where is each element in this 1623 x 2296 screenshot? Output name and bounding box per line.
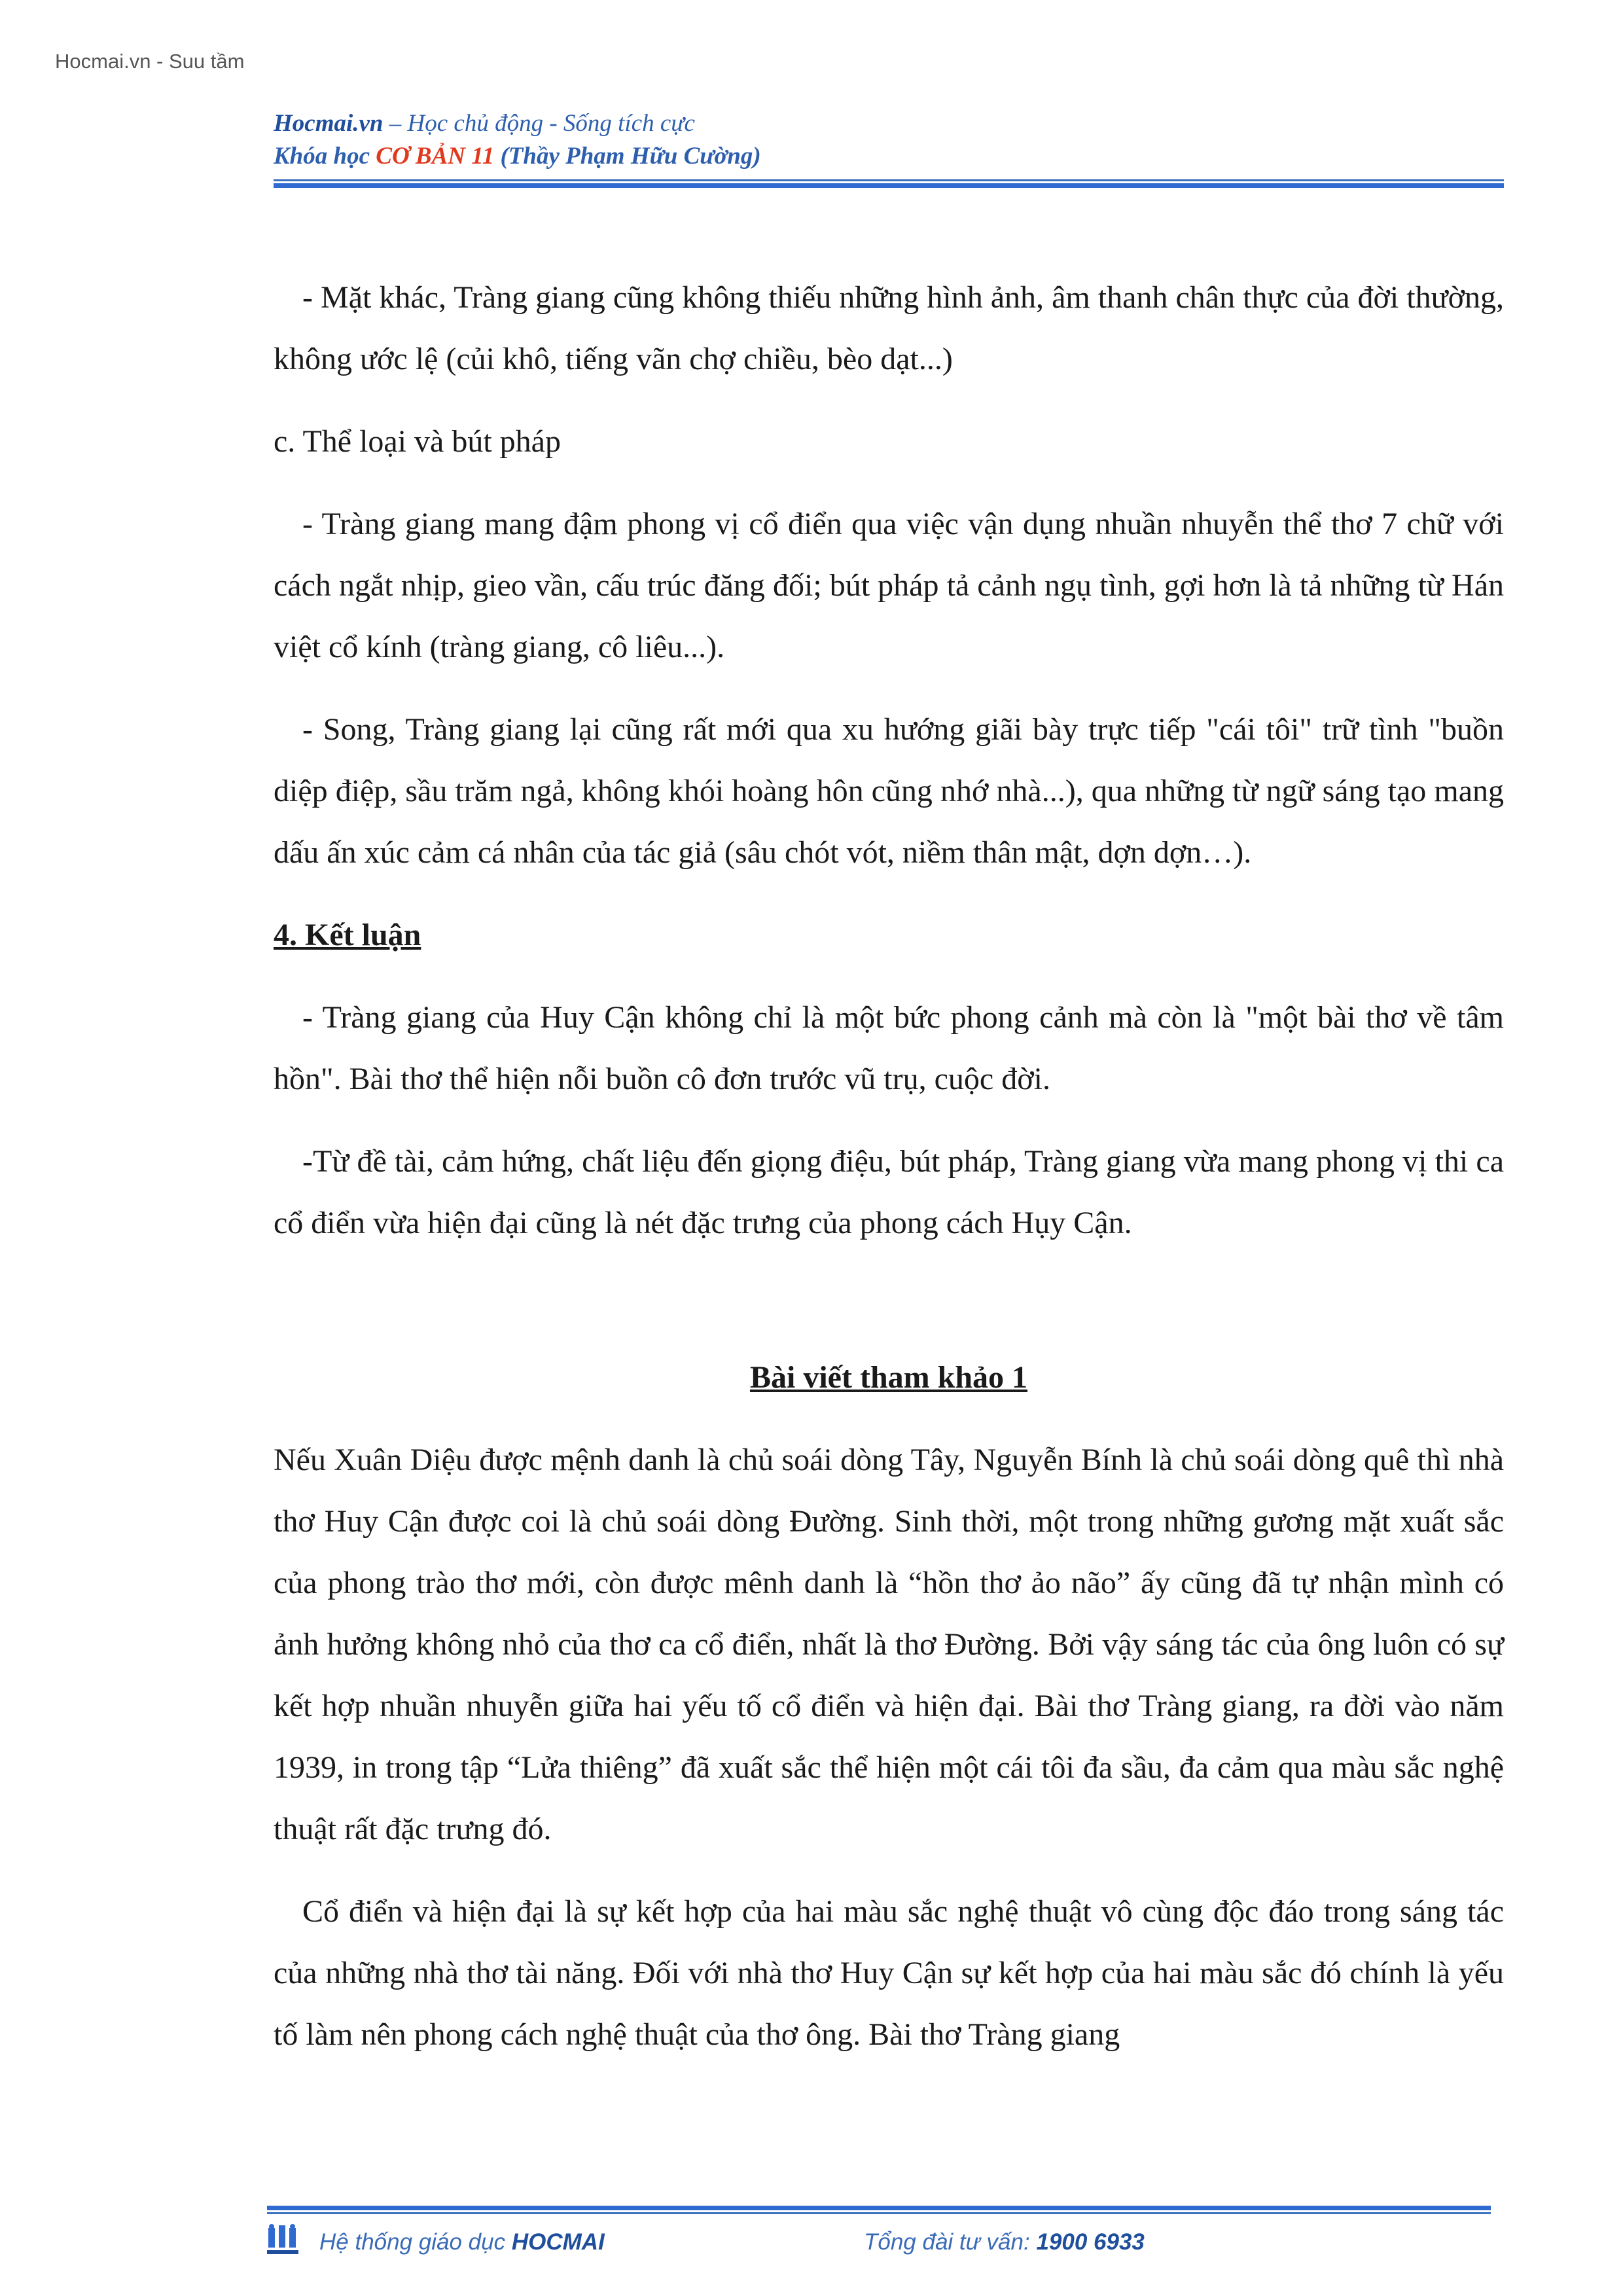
page-footer — [267, 2224, 1491, 2263]
hocmai-logo-icon — [267, 2224, 304, 2258]
paragraph: Cổ điển và hiện đại là sự kết hợp của hai màu sắc nghệ thuật vô cùng độc đáo trong sáng tác của những nhà thơ tài năng. Đối với nhà thơ Huy Cận sự kết hợp của hai màu sắc đó chính là yếu tố làm nên phong cách nghệ thuật của thơ ông. Bài thơ Tràng giang — [274, 1894, 1504, 2052]
subheading: c. Thể loại và bút pháp — [274, 424, 561, 459]
paragraph: - Song, Tràng giang lại cũng rất mới qua xu hướng giãi bày trực tiếp "cái tôi" trữ tình "buồn diệp điệp, sầu trăm ngả, không khói hoàng hôn cũng nhớ nhà...), qua những từ ngữ sáng tạo mang dấu ấn xúc cảm cá nhân của tác giả (sâu chót vót, niềm thân mật, dợn dợn…). — [274, 712, 1504, 870]
header-divider — [274, 179, 1504, 188]
paragraph: -Từ đề tài, cảm hứng, chất liệu đến giọng điệu, bút pháp, Tràng giang vừa mang phong vị thi ca cổ điển vừa hiện đại cũng là nét đặc trưng của phong cách Hụy Cận. — [274, 1144, 1504, 1240]
brand-name: Hocmai.vn — [274, 110, 383, 137]
paragraph: - Tràng giang của Huy Cận không chỉ là một bức phong cảnh mà còn là "một bài thơ về tâm hồn". Bài thơ thể hiện nỗi buồn cô đơn trước vũ trụ, cuộc đời. — [274, 1000, 1504, 1096]
paragraph: - Tràng giang mang đậm phong vị cổ điển qua việc vận dụng nhuần nhuyễn thể thơ 7 chữ với cách ngắt nhịp, gieo vần, cấu trúc đăng đối; bút pháp tả cảnh ngụ tình, gợi hơn là tả những từ Hán việt cổ kính (tràng giang, cô liêu...). — [274, 507, 1504, 664]
paragraph: - Mặt khác, Tràng giang cũng không thiếu những hình ảnh, âm thanh chân thực của đời thường, không ước lệ (củi khô, tiếng vãn chợ chiều, bèo dạt...) — [274, 280, 1504, 376]
reference-heading: Bài viết tham khảo 1 — [749, 1360, 1028, 1395]
header-line-2 — [274, 140, 1504, 173]
header-tagline: – Học chủ động - Sống tích cực — [383, 110, 695, 137]
watermark-text: Hocmai.vn - Suu tầm — [55, 50, 245, 73]
page-header — [274, 107, 1504, 173]
section-heading: 4. Kết luận — [274, 918, 421, 952]
course-name: CƠ BẢN 11 — [376, 143, 495, 170]
footer-divider — [267, 2206, 1491, 2214]
document-body — [274, 267, 1504, 2066]
paragraph: Nếu Xuân Diệu được mệnh danh là chủ soái dòng Tây, Nguyễn Bính là chủ soái dòng quê thì nhà thơ Huy Cận được coi là chủ soái dòng Đường. Sinh thời, một trong những gương mặt xuất sắc của phong trào thơ mới, còn được mênh danh là “hồn thơ ảo não” ấy cũng đã tự nhận mình có ảnh hưởng không nhỏ của thơ ca cổ điển, nhất là thơ Đường. Bởi vậy sáng tác của ông luôn có sự kết hợp nhuần nhuyễn giữa hai yếu tố cổ điển và hiện đại. Bài thơ Tràng giang, ra đời vào năm 1939, in trong tập “Lửa thiêng” đã xuất sắc thể hiện một cái tôi đa sầu, đa cảm qua màu sắc nghệ thuật rất đặc trưng đó. — [274, 1443, 1504, 1846]
footer-hotline: Tổng đài tư vấn: 1900 6933 — [864, 2229, 1145, 2255]
footer-system-label: Hệ thống giáo dục HOCMAI — [319, 2229, 605, 2255]
teacher-name: (Thầy Phạm Hữu Cường) — [494, 143, 761, 170]
course-prefix: Khóa học — [274, 143, 376, 170]
hotline-number: 1900 6933 — [1036, 2229, 1145, 2255]
footer-brand: HOCMAI — [511, 2229, 605, 2255]
header-line-1 — [274, 107, 1504, 140]
